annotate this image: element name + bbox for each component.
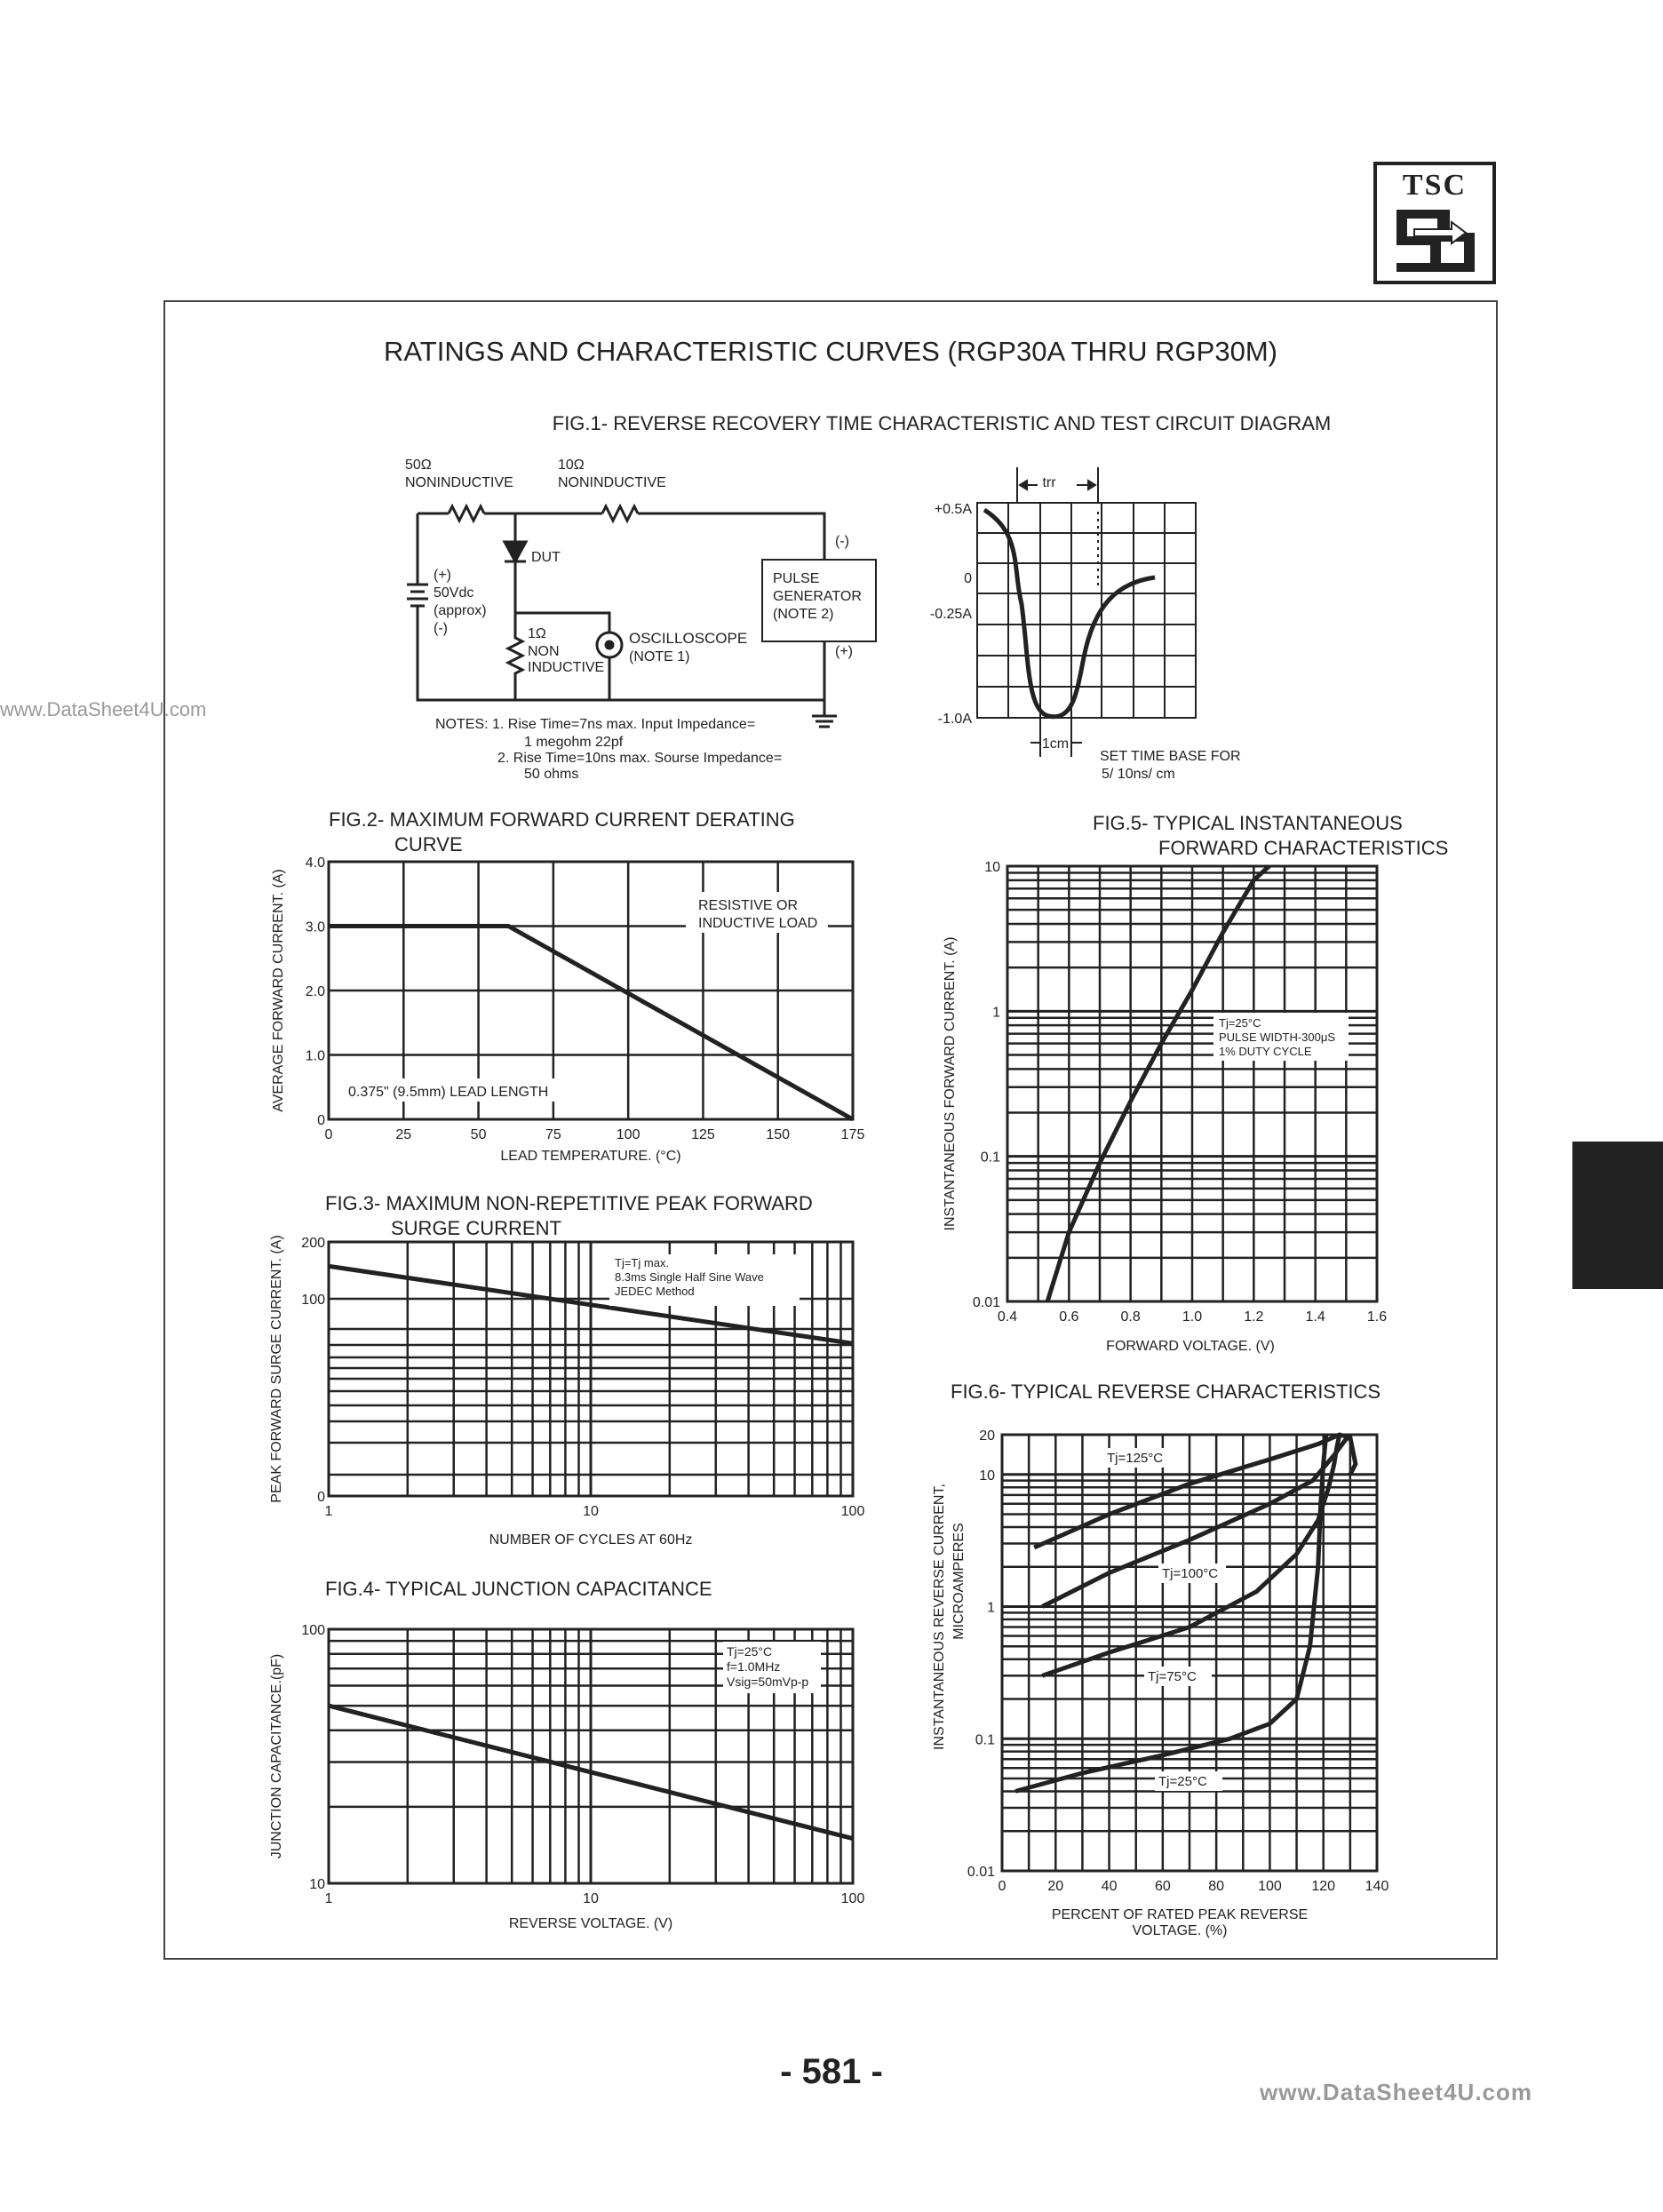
fig5-x-tick-label: 1.6 — [1366, 1309, 1388, 1325]
fig4-title-line-1: FIG.4- TYPICAL JUNCTION CAPACITANCE — [325, 1578, 712, 1600]
fig1-title: FIG.1- REVERSE RECOVERY TIME CHARACTERISTIC AND TEST CIRCUIT DIAGRAM — [552, 412, 1332, 434]
note-1a: NOTES: 1. Rise Time=7ns max. Input Impedance= — [435, 717, 756, 732]
pulse-line3: (NOTE 2) — [773, 607, 834, 622]
resistor-10-icon — [602, 506, 638, 521]
wave-timebase-2: 5/ 10ns/ cm — [1102, 767, 1175, 782]
fig4-x-tick-label: 100 — [840, 1891, 865, 1906]
note-2a: 2. Rise Time=10ns max. Sourse Impedance= — [497, 751, 783, 766]
pulse-line2: GENERATOR — [773, 589, 862, 604]
scope-note: (NOTE 1) — [629, 649, 690, 664]
logo-text: TSC — [1402, 169, 1468, 202]
fig6-series-label-4: Tj=25°C — [1158, 1774, 1207, 1789]
wave-1cm: 1cm — [1041, 736, 1070, 752]
fig4-chart — [269, 1578, 864, 1931]
fig2-x-tick-label: 100 — [616, 1127, 641, 1142]
dut-label: DUT — [531, 550, 561, 565]
fig6-x-tick-label: 60 — [1154, 1879, 1171, 1894]
fig6-x-tick-label: 40 — [1101, 1879, 1118, 1894]
fig5-x-tick-label: 1.0 — [1182, 1309, 1203, 1325]
supply-plus: (+) — [434, 568, 451, 583]
fig3-x-tick-label: 100 — [840, 1504, 865, 1519]
fig2-y-tick-label: 1.0 — [305, 1048, 325, 1064]
waveform-plot — [930, 467, 1241, 782]
fig6-series-label-3: Tj=75°C — [1148, 1669, 1197, 1684]
wave-timebase-1: SET TIME BASE FOR — [1100, 749, 1241, 764]
fig5-forward-curve — [1047, 866, 1269, 1301]
fig6-series-label-1: Tj=125°C — [1107, 1451, 1164, 1466]
fig6-x-label-1: PERCENT OF RATED PEAK REVERSE — [1051, 1907, 1309, 1922]
fig5-y-tick-label: 0.01 — [972, 1295, 1000, 1310]
fig3-chart — [269, 1192, 864, 1548]
r10-desc: NONINDUCTIVE — [558, 475, 666, 490]
fig2-title-line-1: FIG.2- MAXIMUM FORWARD CURRENT DERATING — [329, 808, 795, 831]
fig4-y-tick-label: 100 — [301, 1623, 325, 1638]
fig2-x-label: LEAD TEMPERATURE. (°C) — [500, 1149, 681, 1164]
fig6-y-tick-label: 10 — [979, 1468, 995, 1484]
fig2-x-tick-label: 125 — [691, 1127, 715, 1142]
fig6-x-tick-label: 120 — [1311, 1879, 1336, 1894]
fig2-chart — [271, 808, 864, 1164]
pulse-plus: (+) — [835, 644, 853, 659]
fig3-title-line-2: SURGE CURRENT — [391, 1217, 561, 1239]
fig2-annotation-3: 0.375" (9.5mm) LEAD LENGTH — [348, 1085, 549, 1100]
fig5-x-tick-label: 1.2 — [1244, 1309, 1264, 1325]
note-2b: 50 ohms — [524, 767, 579, 782]
fig4-y-tick-label: 10 — [309, 1877, 325, 1892]
note-1b: 1 megohm 22pf — [524, 735, 624, 750]
r1-desc1: NON — [528, 644, 560, 659]
fig2-title-line-2: CURVE — [394, 833, 463, 855]
fig5-chart — [943, 812, 1448, 1354]
fig4-annotation-1: Tj=25°C — [727, 1644, 773, 1659]
wave-label-1: 0 — [964, 571, 972, 586]
r1-value: 1Ω — [528, 626, 546, 641]
fig5-x-tick-label: 0.8 — [1120, 1309, 1141, 1325]
fig6-y-tick-label: 0.01 — [967, 1865, 995, 1880]
fig3-y-tick-label: 0 — [317, 1490, 325, 1505]
fig2-y-label: AVERAGE FORWARD CURRENT. (A) — [271, 869, 286, 1112]
fig6-y-tick-label: 20 — [979, 1428, 995, 1444]
fig3-y-label: PEAK FORWARD SURGE CURRENT. (A) — [269, 1235, 284, 1503]
charts — [269, 808, 1448, 1938]
fig2-annotation-1: RESISTIVE OR — [698, 898, 799, 913]
fig2-x-tick-label: 150 — [766, 1127, 791, 1142]
fig6-y-tick-label: 0.1 — [975, 1732, 995, 1748]
diode-icon — [505, 542, 526, 561]
r50-desc: NONINDUCTIVE — [405, 475, 513, 490]
page-number: - 581 - — [780, 2052, 883, 2091]
fig4-annotation-3: Vsig=50mVp-p — [727, 1675, 809, 1689]
fig2-x-tick-label: 0 — [324, 1127, 333, 1142]
fig4-annotation-2: f=1.0MHz — [727, 1659, 781, 1674]
fig2-x-tick-label: 25 — [395, 1127, 412, 1142]
fig3-x-tick-label: 10 — [583, 1504, 599, 1519]
fig3-x-tick-label: 1 — [324, 1504, 333, 1519]
fig6-x-tick-label: 140 — [1365, 1879, 1389, 1894]
fig3-annotation-2: 8.3ms Single Half Sine Wave — [615, 1270, 764, 1284]
fig3-y-tick-label: 200 — [301, 1236, 325, 1251]
fig6-series-label-2: Tj=100°C — [1162, 1566, 1219, 1581]
r10-value: 10Ω — [558, 458, 585, 473]
supply-approx: (approx) — [434, 603, 487, 618]
watermark-right: www.DataSheet4U.com — [1260, 2079, 1533, 2105]
fig3-title-line-1: FIG.3- MAXIMUM NON-REPETITIVE PEAK FORWARD — [325, 1192, 813, 1214]
resistor-1-icon — [508, 613, 522, 700]
fig3-annotation-1: Tj=Tj max. — [615, 1256, 670, 1269]
fig6-y-tick-label: 1 — [987, 1600, 995, 1616]
fig5-annotation-3: 1% DUTY CYCLE — [1219, 1045, 1312, 1058]
fig2-annotation-2: INDUCTIVE LOAD — [698, 916, 818, 931]
fig2-y-tick-label: 0 — [317, 1113, 325, 1128]
fig5-y-tick-label: 10 — [984, 860, 1000, 875]
supply-value: 50Vdc — [434, 585, 474, 601]
fig4-x-tick-label: 1 — [324, 1891, 333, 1906]
fig6-x-tick-label: 80 — [1208, 1879, 1225, 1894]
fig3-x-label: NUMBER OF CYCLES AT 60Hz — [489, 1532, 693, 1548]
wave-label-3: -1.0A — [937, 712, 972, 727]
fig6-x-tick-label: 100 — [1258, 1879, 1282, 1894]
fig2-y-tick-label: 2.0 — [305, 984, 325, 999]
fig2-y-tick-label: 3.0 — [305, 919, 325, 935]
fig5-y-label: INSTANTANEOUS FORWARD CURRENT. (A) — [943, 936, 958, 1231]
scope-label: OSCILLOSCOPE — [629, 630, 748, 647]
fig5-annotation-1: Tj=25°C — [1219, 1016, 1261, 1030]
fig1 — [405, 412, 1331, 782]
trr-label: trr — [1042, 475, 1056, 490]
fig6-x-label-2: VOLTAGE. (%) — [1132, 1923, 1228, 1938]
fig5-x-tick-label: 0.4 — [997, 1309, 1018, 1325]
fig5-y-tick-label: 0.1 — [980, 1150, 1000, 1166]
fig6-y-label-2: MICROAMPERES — [951, 1523, 967, 1640]
r50-value: 50Ω — [405, 458, 432, 473]
fig5-title-line-2: FORWARD CHARACTERISTICS — [1158, 837, 1449, 859]
fig5-x-tick-label: 0.6 — [1059, 1309, 1079, 1325]
fig4-x-label: REVERSE VOLTAGE. (V) — [508, 1916, 673, 1931]
fig2-x-tick-label: 175 — [840, 1127, 865, 1142]
fig5-title-line-1: FIG.5- TYPICAL INSTANTANEOUS — [1093, 812, 1403, 834]
fig5-x-label: FORWARD VOLTAGE. (V) — [1106, 1339, 1275, 1354]
ground-icon — [812, 700, 837, 727]
fig4-x-tick-label: 10 — [583, 1891, 599, 1906]
fig4-y-label: JUNCTION CAPACITANCE.(pF) — [269, 1653, 284, 1859]
fig3-y-tick-label: 100 — [301, 1293, 325, 1308]
pulse-line1: PULSE — [773, 571, 820, 586]
fig5-y-tick-label: 1 — [992, 1005, 1000, 1021]
wave-label-0: +0.5A — [934, 502, 972, 517]
fig6-x-tick-label: 0 — [998, 1879, 1007, 1894]
supply-minus: (-) — [434, 621, 448, 636]
resistor-50-icon — [449, 506, 484, 521]
fig6-chart — [932, 1381, 1388, 1938]
fig6-curve-3 — [1042, 1435, 1340, 1675]
fig2-y-tick-label: 4.0 — [305, 855, 325, 871]
fig6-title-line-1: FIG.6- TYPICAL REVERSE CHARACTERISTICS — [951, 1381, 1381, 1403]
fig6-x-tick-label: 20 — [1047, 1879, 1064, 1894]
fig3-annotation-3: JEDEC Method — [615, 1285, 695, 1298]
pulse-minus: (-) — [835, 534, 849, 549]
fig6-y-label-1: INSTANTANEOUS REVERSE CURRENT, — [932, 1484, 947, 1750]
fig2-x-tick-label: 50 — [470, 1127, 487, 1142]
battery-icon — [407, 585, 428, 606]
watermark-left: www.DataSheet4U.com — [0, 698, 207, 720]
r1-desc2: INDUCTIVE — [528, 660, 605, 675]
page-title: RATINGS AND CHARACTERISTIC CURVES (RGP30A THRU RGP30M) — [384, 336, 1277, 367]
fig2-x-tick-label: 75 — [545, 1127, 561, 1142]
fig5-annotation-2: PULSE WIDTH-300μS — [1219, 1030, 1336, 1044]
recovery-waveform — [984, 510, 1155, 717]
wave-label-2: -0.25A — [929, 607, 972, 622]
fig5-x-tick-label: 1.4 — [1305, 1309, 1325, 1325]
